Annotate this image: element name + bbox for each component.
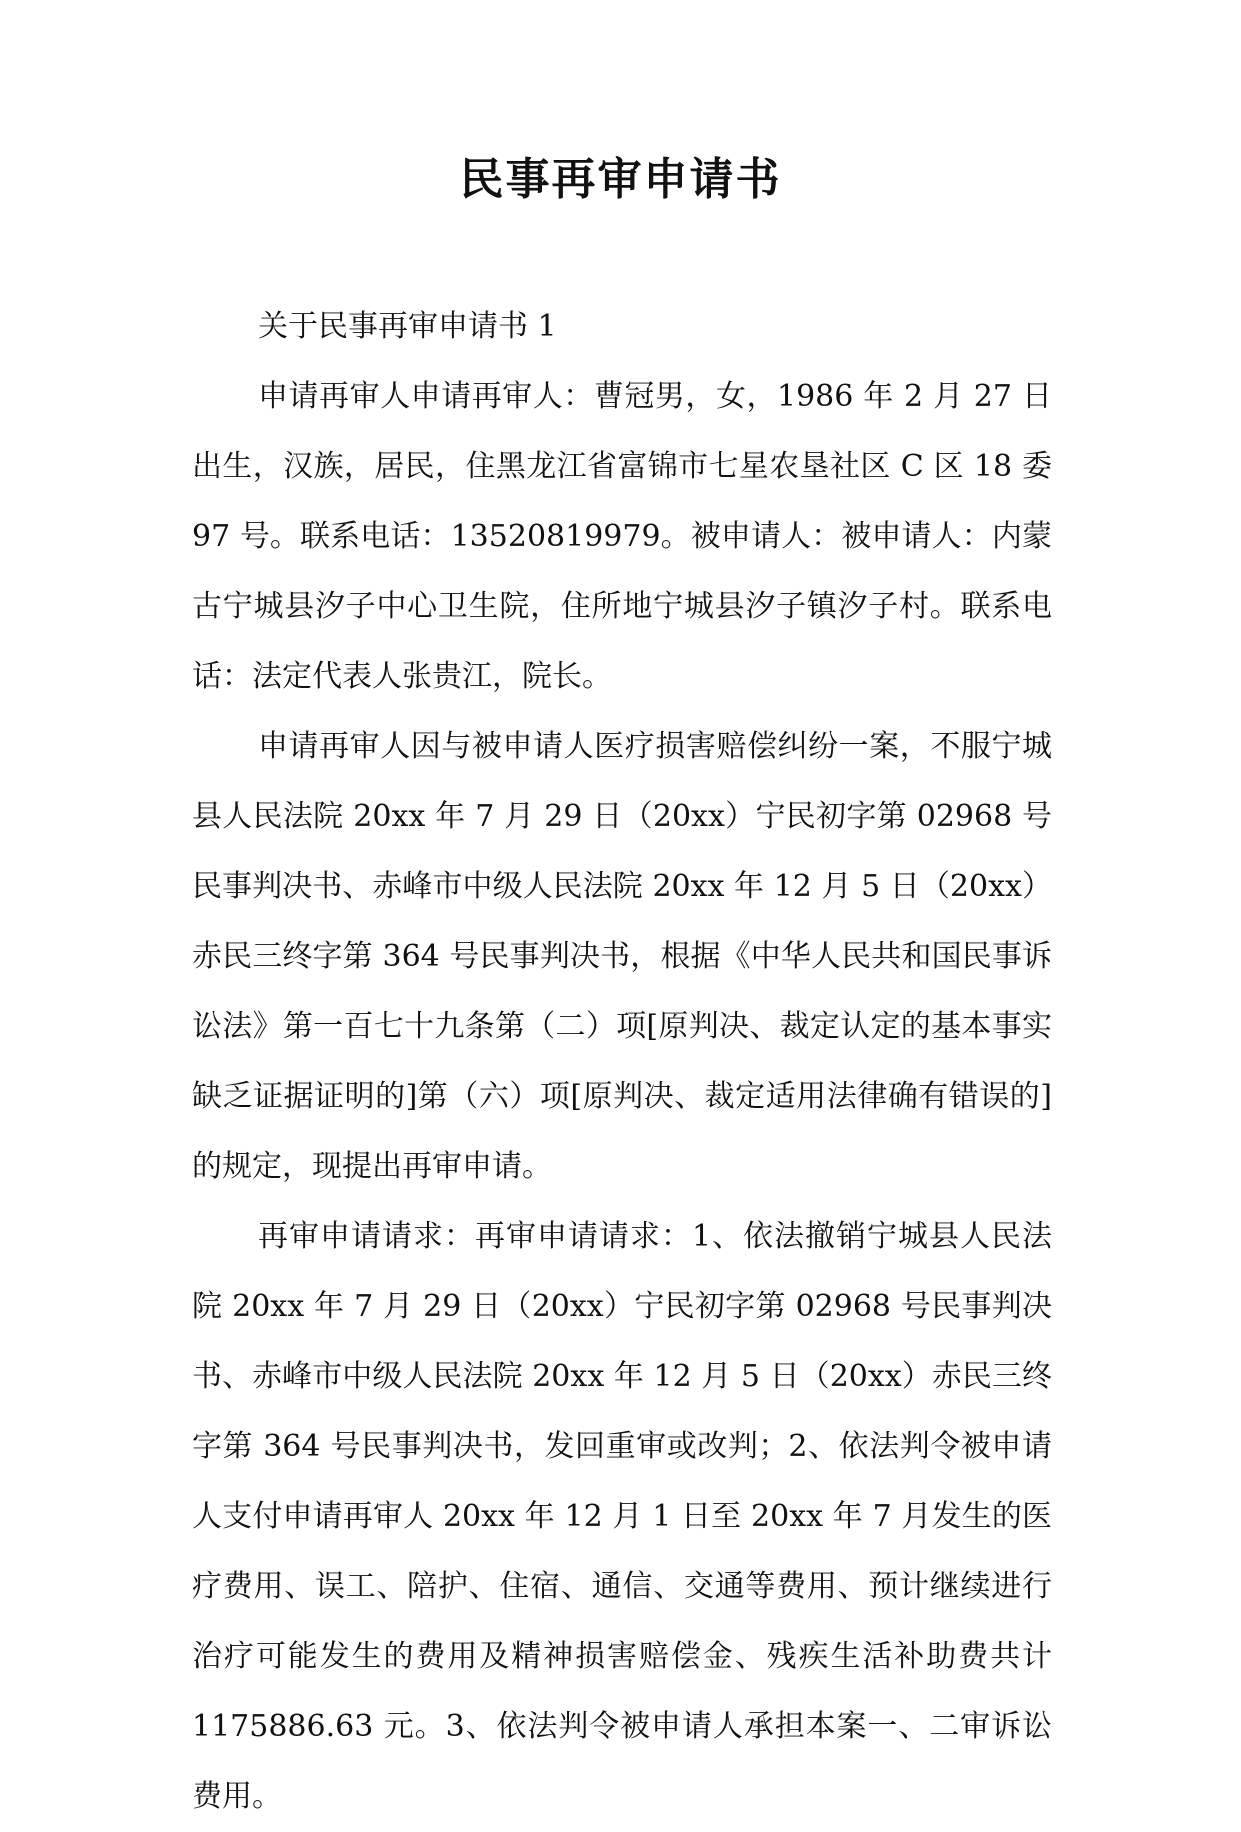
paragraph-parties: 申请再审人申请再审人：曹冠男，女，1986 年 2 月 27 日出生，汉族，居民，住黑龙江省富锦市七星农垦社区 C 区 18 委 97 号。联系电话：13520819979。被申请人：被申请人：内蒙古宁城县汐子中心卫生院，住所地宁城县汐子镇汐子村。联系电话：法定代表人张贵江，院长。 (192, 379, 1052, 694)
document-body (192, 292, 1052, 1832)
document-title: 民事再审申请书 (459, 154, 782, 205)
paragraph-grounds: 申请再审人因与被申请人医疗损害赔偿纠纷一案，不服宁城县人民法院 20xx 年 7 月 29 日（20xx）宁民初字第 02968 号民事判决书、赤峰市中级人民法院 20xx 年 12 月 5 日（20xx）赤民三终字第 364 号民事判决书，根据《中华人民共和国民事诉讼法》第一百七十九条第（二）项[原判决、裁定认定的基本事实缺乏证据证明的]第（六）项[原判决、裁定适用法律确有错误的]的规定，现提出再审申请。 (192, 729, 1052, 1184)
paragraph-heading: 关于民事再审申请书 1 (258, 309, 557, 344)
paragraph-requests: 再审申请请求：再审申请请求：1、依法撤销宁城县人民法院 20xx 年 7 月 29 日（20xx）宁民初字第 02968 号民事判决书、赤峰市中级人民法院 20xx 年 12 月 5 日（20xx）赤民三终字第 364 号民事判决书，发回重审或改判；2、依法判令被申请人支付申请再审人 20xx 年 12 月 1 日至 20xx 年 7 月发生的医疗费用、误工、陪护、住宿、通信、交通等费用、预计继续进行治疗可能发生的费用及精神损害赔偿金、残疾生活补助费共计 1175886.63 元。3、依法判令被申请人承担本案一、二审诉讼费用。 (192, 1219, 1052, 1814)
